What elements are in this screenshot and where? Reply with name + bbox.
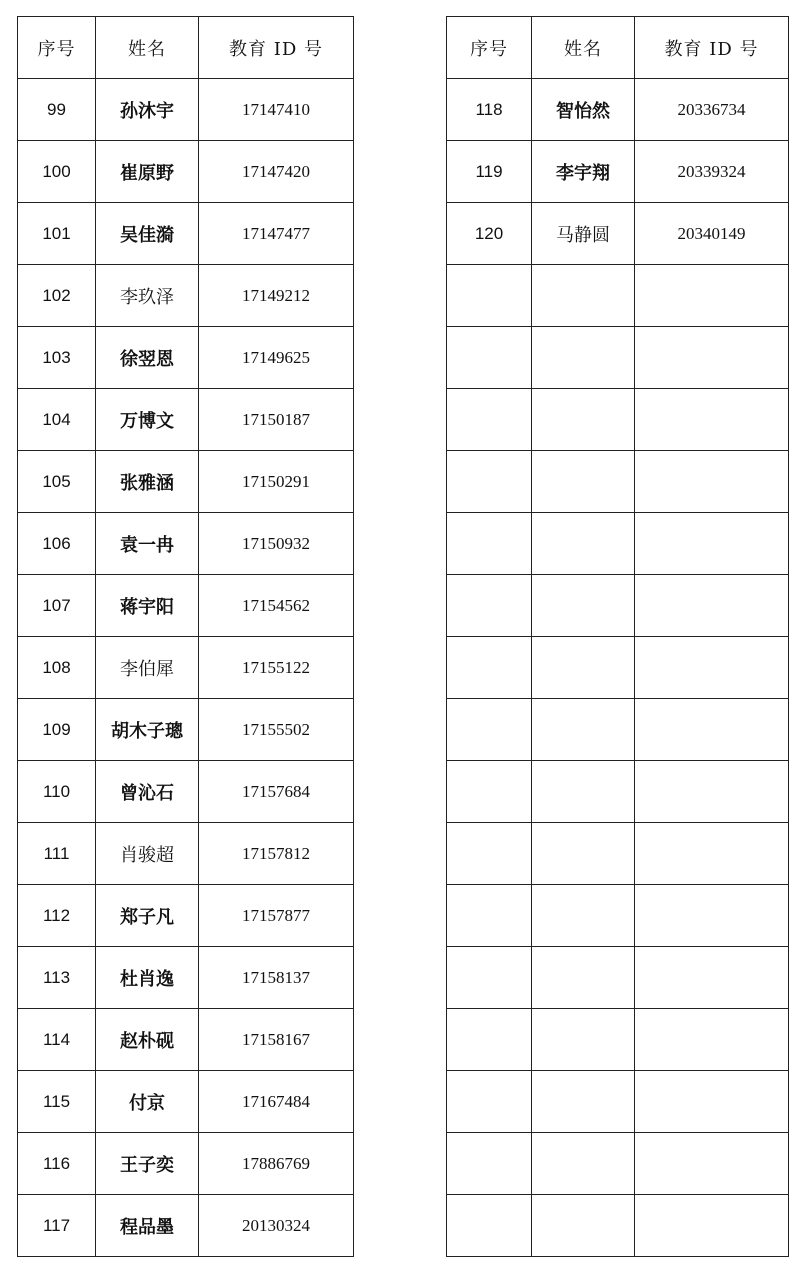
table-row: [447, 1195, 789, 1257]
table-row: [18, 947, 354, 1009]
table-row: [18, 885, 354, 947]
row-number: 117: [18, 1195, 96, 1257]
roster-table-left: [17, 16, 354, 1257]
student-name: [532, 389, 635, 451]
education-id: 17157684: [199, 761, 354, 823]
education-id: 17158137: [199, 947, 354, 1009]
student-name: 袁一冉: [96, 513, 199, 575]
row-number: 104: [18, 389, 96, 451]
table-row: [447, 699, 789, 761]
row-number: [447, 1071, 532, 1133]
student-name: 郑子凡: [96, 885, 199, 947]
student-name: [532, 1133, 635, 1195]
education-id: 17154562: [199, 575, 354, 637]
student-name: 王子奕: [96, 1133, 199, 1195]
student-name: [532, 1071, 635, 1133]
table-row: [18, 1133, 354, 1195]
row-number: [447, 575, 532, 637]
row-number: 109: [18, 699, 96, 761]
table-row: [18, 141, 354, 203]
row-number: [447, 451, 532, 513]
student-name: [532, 637, 635, 699]
table-row: [18, 575, 354, 637]
row-number: 113: [18, 947, 96, 1009]
table-row: [18, 79, 354, 141]
row-number: 120: [447, 203, 532, 265]
student-name: [532, 451, 635, 513]
header-row: [447, 17, 789, 79]
education-id: 17149212: [199, 265, 354, 327]
education-id: [635, 327, 789, 389]
education-id: [635, 823, 789, 885]
table-row: [18, 451, 354, 513]
table-row: [18, 327, 354, 389]
student-name: 吴佳漪: [96, 203, 199, 265]
education-id: 17150932: [199, 513, 354, 575]
table-row: [18, 699, 354, 761]
header-name: 姓名: [532, 17, 635, 79]
row-number: 112: [18, 885, 96, 947]
table-row: [18, 513, 354, 575]
education-id: 17150187: [199, 389, 354, 451]
table-row: [447, 141, 789, 203]
student-name: 徐翌恩: [96, 327, 199, 389]
education-id: [635, 947, 789, 1009]
student-name: [532, 1195, 635, 1257]
row-number: [447, 699, 532, 761]
student-name: 孙沐宇: [96, 79, 199, 141]
row-number: 100: [18, 141, 96, 203]
row-number: [447, 513, 532, 575]
student-name: 马静圆: [532, 203, 635, 265]
education-id: [635, 885, 789, 947]
student-name: 李玖泽: [96, 265, 199, 327]
row-number: 106: [18, 513, 96, 575]
student-name: 杜肖逸: [96, 947, 199, 1009]
student-name: 李宇翔: [532, 141, 635, 203]
student-name: [532, 1009, 635, 1071]
student-name: 曾沁石: [96, 761, 199, 823]
table-row: [447, 203, 789, 265]
student-name: [532, 823, 635, 885]
table-row: [447, 575, 789, 637]
student-name: 崔原野: [96, 141, 199, 203]
row-number: 118: [447, 79, 532, 141]
row-number: [447, 389, 532, 451]
student-name: [532, 327, 635, 389]
row-number: 101: [18, 203, 96, 265]
education-id: [635, 513, 789, 575]
table-row: [18, 1195, 354, 1257]
education-id: 17886769: [199, 1133, 354, 1195]
education-id: 17147477: [199, 203, 354, 265]
row-number: [447, 885, 532, 947]
education-id: 17157877: [199, 885, 354, 947]
education-id: [635, 389, 789, 451]
table-row: [447, 265, 789, 327]
header-education-id: 教育 ID 号: [635, 17, 789, 79]
table-row: [18, 1071, 354, 1133]
header-education-id: 教育 ID 号: [199, 17, 354, 79]
row-number: 110: [18, 761, 96, 823]
education-id: 20336734: [635, 79, 789, 141]
education-id: 17155502: [199, 699, 354, 761]
table-row: [18, 761, 354, 823]
student-name: 付京: [96, 1071, 199, 1133]
row-number: 111: [18, 823, 96, 885]
student-name: 肖骏超: [96, 823, 199, 885]
table-row: [447, 1009, 789, 1071]
education-id: [635, 1133, 789, 1195]
education-id: 17167484: [199, 1071, 354, 1133]
education-id: [635, 699, 789, 761]
education-id: [635, 761, 789, 823]
row-number: [447, 1195, 532, 1257]
table-row: [447, 947, 789, 1009]
row-number: [447, 823, 532, 885]
row-number: [447, 637, 532, 699]
education-id: 17158167: [199, 1009, 354, 1071]
education-id: [635, 1009, 789, 1071]
header-row: [18, 17, 354, 79]
table-row: [18, 1009, 354, 1071]
row-number: 105: [18, 451, 96, 513]
row-number: [447, 327, 532, 389]
table-row: [447, 823, 789, 885]
education-id: [635, 1195, 789, 1257]
education-id: 17147410: [199, 79, 354, 141]
row-number: [447, 1009, 532, 1071]
table-row: [18, 265, 354, 327]
student-name: [532, 513, 635, 575]
table-row: [447, 1133, 789, 1195]
education-id: [635, 1071, 789, 1133]
student-name: [532, 761, 635, 823]
student-name: 程品墨: [96, 1195, 199, 1257]
table-row: [18, 203, 354, 265]
education-id: 20130324: [199, 1195, 354, 1257]
table-row: [447, 327, 789, 389]
education-id: 17155122: [199, 637, 354, 699]
student-name: 智怡然: [532, 79, 635, 141]
student-name: [532, 885, 635, 947]
row-number: 119: [447, 141, 532, 203]
table-row: [447, 79, 789, 141]
roster-table-right: [446, 16, 789, 1257]
row-number: 102: [18, 265, 96, 327]
row-number: [447, 947, 532, 1009]
education-id: [635, 575, 789, 637]
row-number: 116: [18, 1133, 96, 1195]
student-name: 蒋宇阳: [96, 575, 199, 637]
student-name: [532, 575, 635, 637]
education-id: [635, 451, 789, 513]
student-name: 张雅涵: [96, 451, 199, 513]
table-row: [447, 1071, 789, 1133]
student-name: 胡木子璁: [96, 699, 199, 761]
table-row: [447, 513, 789, 575]
education-id: [635, 265, 789, 327]
education-id: 17147420: [199, 141, 354, 203]
education-id: 20340149: [635, 203, 789, 265]
header-number: 序号: [18, 17, 96, 79]
header-name: 姓名: [96, 17, 199, 79]
header-number: 序号: [447, 17, 532, 79]
education-id: 17157812: [199, 823, 354, 885]
student-name: [532, 947, 635, 1009]
education-id: 17149625: [199, 327, 354, 389]
table-row: [18, 389, 354, 451]
education-id: 20339324: [635, 141, 789, 203]
row-number: 115: [18, 1071, 96, 1133]
row-number: 114: [18, 1009, 96, 1071]
student-name: 赵朴砚: [96, 1009, 199, 1071]
row-number: [447, 1133, 532, 1195]
education-id: [635, 637, 789, 699]
education-id: 17150291: [199, 451, 354, 513]
row-number: 99: [18, 79, 96, 141]
student-name: [532, 265, 635, 327]
table-row: [447, 885, 789, 947]
student-name: 万博文: [96, 389, 199, 451]
row-number: [447, 761, 532, 823]
student-name: [532, 699, 635, 761]
row-number: 107: [18, 575, 96, 637]
table-row: [447, 389, 789, 451]
table-row: [18, 637, 354, 699]
table-row: [18, 823, 354, 885]
table-row: [447, 451, 789, 513]
row-number: 103: [18, 327, 96, 389]
row-number: 108: [18, 637, 96, 699]
student-name: 李伯犀: [96, 637, 199, 699]
table-row: [447, 761, 789, 823]
table-row: [447, 637, 789, 699]
row-number: [447, 265, 532, 327]
